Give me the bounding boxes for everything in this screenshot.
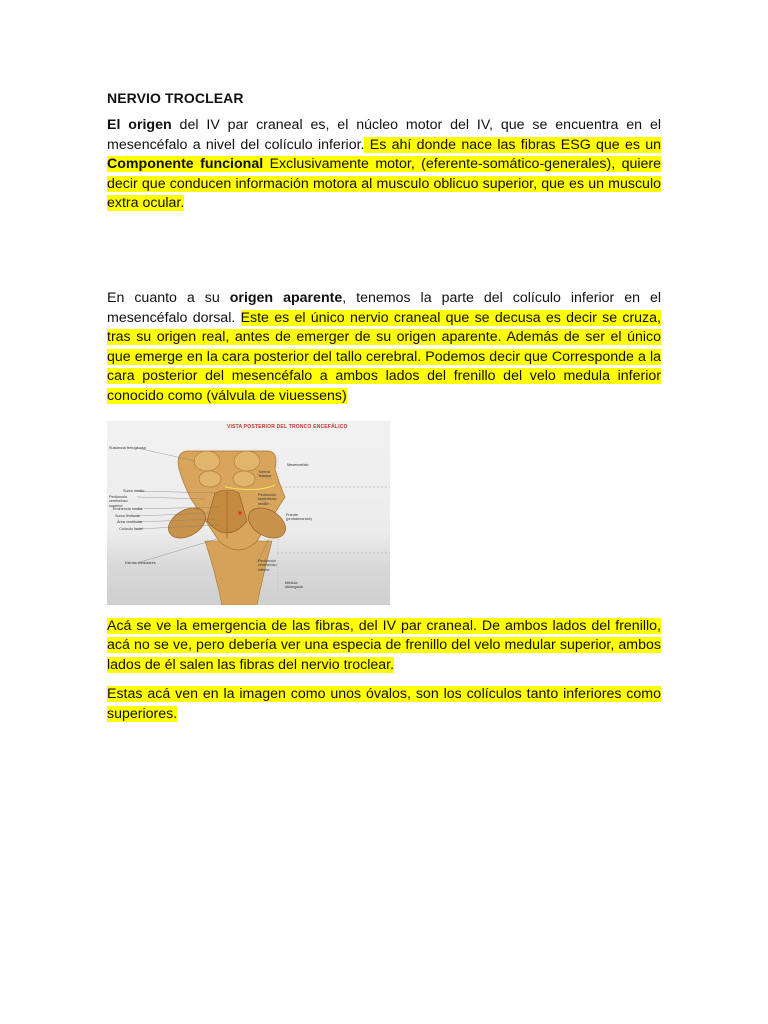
figure-label: Pedúnculo cerebeloso medio xyxy=(258,492,277,506)
bold-term-componente-funcional: Componente funcional xyxy=(107,156,264,173)
brainstem-figure xyxy=(107,421,390,605)
figure-label: Eminencia media xyxy=(113,506,143,511)
figure-label: Surco limitante xyxy=(115,513,141,518)
paragraph-text: , tenemos la parte del colículo inferior en el mesencéfalo dorsal. xyxy=(107,289,662,326)
figure-label: Surco medio xyxy=(123,488,145,493)
highlighted-text: Acá se ve la emergencia de las fibras, del IV par craneal. De ambos lados del frenillo, acá no se ve, pero debería ver una especia de frenillo del velo medular superior, ambos lados de él salen las fibras del nervio troclear. xyxy=(107,617,661,673)
paragraph-origen-aparente xyxy=(107,289,661,407)
document-title: NERVIO TROCLEAR xyxy=(107,90,244,106)
figure-label: Puente (protuberancia) xyxy=(286,512,312,522)
figure-label: Pedúnculo cerebeloso superior xyxy=(109,494,128,508)
paragraph-emergencia xyxy=(107,617,661,676)
figure-label: Sustancia ferruginosa xyxy=(109,445,146,450)
figure-label: Mesencéfalo xyxy=(287,462,309,467)
brainstem-illustration xyxy=(107,421,390,605)
figure-label: Colículo facial xyxy=(119,526,143,531)
figure-label: Nervio troclear xyxy=(259,469,272,479)
paragraph-ovalos xyxy=(107,685,661,724)
highlighted-text: Este es el único nervio craneal que se decusa es decir se cruza, tras su origen real, antes de emerger de su origen aparente. Además de ser el único que emerge en la cara posterior del tallo cerebral. Podemos decir que Corresponde a la cara posterior del mesencéfalo a ambos lados del frenillo del velo medula inferior conocido como (válvula de viuessens) xyxy=(107,309,661,404)
bold-term-origen-aparente: origen aparente xyxy=(229,289,343,306)
highlighted-text: Es ahí donde nace las fibras ESG que es un xyxy=(364,136,661,153)
document-body xyxy=(107,90,661,725)
highlighted-text: Exclusivamente motor, (eferente-somático-generales), quiere decir que conducen información motora al musculo oblicuo superior, que es un musculo extra ocular. xyxy=(107,156,662,212)
figure-label: Médula oblongada xyxy=(285,580,303,590)
bold-term-origen: El origen xyxy=(107,117,172,133)
figure-label: Pedúnculo cerebeloso inferior xyxy=(258,558,277,572)
paragraph-text: del IV par craneal es, el núcleo motor del IV, que se encuentra en el mesencéfalo a nivel del colículo inferior. xyxy=(107,117,661,153)
figure-title: VISTA POSTERIOR DEL TRONCO ENCEFÁLICO xyxy=(227,423,348,430)
paragraph-origen xyxy=(107,116,661,214)
highlighted-text: Estas acá ven en la imagen como unos óvalos, son los colículos tanto inferiores como superiores. xyxy=(107,686,661,722)
figure-label: Área vestibular xyxy=(117,519,143,524)
paragraph-text: En cuanto a su xyxy=(107,289,230,306)
figure-label: Estrías medulares xyxy=(125,560,156,565)
